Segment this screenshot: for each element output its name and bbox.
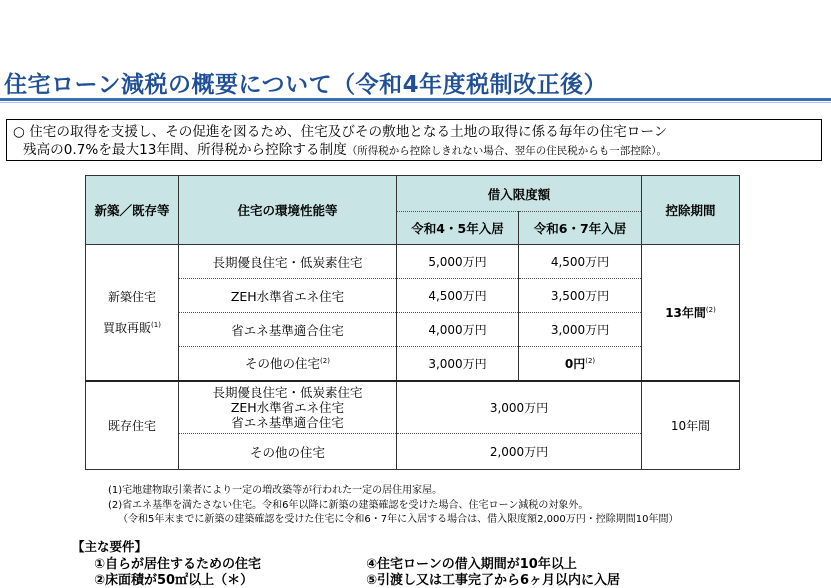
loan-limit-table: [85, 175, 740, 470]
table-cell-value: 4,500万円: [519, 245, 642, 279]
footnote-3: （令和5年末までに新築の建築確認を受けた住宅に令和6・7年に入居する場合は、借入限度額2,000万円・控除期間10年間）: [118, 514, 679, 525]
title-underline-thin: [0, 102, 831, 103]
summary-line-2: [13, 141, 821, 160]
requirement-item: ①自らが居住するための住宅: [94, 557, 262, 572]
header-performance: 住宅の環境性能等: [179, 176, 397, 245]
footnotes: [108, 484, 678, 528]
table-row-type: 省エネ基準適合住宅: [179, 313, 397, 347]
summary-text-1: 住宅の取得を支援し、その促進を図るため、住宅及びその敷地となる土地の取得に係る毎年の住宅ローン: [29, 124, 668, 140]
table-cell-value: 3,000万円: [397, 347, 519, 381]
footnote-2: (2)省エネ基準を満たさない住宅。令和6年以降に新築の建築確認を受けた場合、住宅ローン減税の対象外。: [108, 499, 589, 511]
summary-note: （所得税から控除しきれない場合、翌年の住民税からも一部控除）。: [346, 145, 667, 157]
header-limit: 借入限度額: [397, 176, 642, 212]
footnote-1: (1)宅地建物取引業者により一定の増改築等が行われた一定の居住用家屋。: [108, 485, 443, 496]
existing-period: 10年間: [642, 381, 740, 470]
requirement-item: ②床面積が50㎡以上（＊）: [94, 573, 254, 588]
table-cell-value: 3,500万円: [519, 279, 642, 313]
header-period: 控除期間: [642, 176, 740, 245]
requirements-heading: 【主な要件】: [72, 539, 148, 554]
table-cell-value: 4,500万円: [397, 279, 519, 313]
table-cell-value: 5,000万円: [397, 245, 519, 279]
new-housing-period: 13年間$^{(2)}$: [642, 245, 740, 381]
requirement-item: ⑤引渡し又は工事完了から6ヶ月以内に入居: [366, 573, 621, 588]
bullet-circle: ○: [13, 124, 25, 140]
table-cell-value: 3,000万円: [519, 313, 642, 347]
table-row-type: その他の住宅: [179, 434, 397, 470]
summary-text-2: 残高の0.7%を最大13年間、所得税から控除する制度: [23, 142, 347, 158]
table-row-type: その他の住宅$^{(2)}$: [179, 347, 397, 381]
existing-value-1: 3,000万円: [397, 381, 642, 434]
summary-box: [6, 119, 822, 161]
summary-line-1: [13, 123, 821, 141]
existing-housing-label: 既存住宅: [86, 381, 179, 470]
existing-value-2: 2,000万円: [397, 434, 642, 470]
existing-row-types: 長期優良住宅・低炭素住宅 ZEH水準省エネ住宅 省エネ基準適合住宅: [179, 381, 397, 434]
table-row-type: ZEH水準省エネ住宅: [179, 279, 397, 313]
header-limit-r4-5: 令和4・5年入居: [397, 212, 519, 245]
page-title: 住宅ローン減税の概要について（令和4年度税制改正後）: [4, 72, 608, 98]
header-category: 新築／既存等: [86, 176, 179, 245]
title-underline: [0, 98, 831, 101]
table-cell-value: 0円$^{(2)}$: [519, 347, 642, 381]
table-cell-value: 4,000万円: [397, 313, 519, 347]
table-row-type: 長期優良住宅・低炭素住宅: [179, 245, 397, 279]
header-limit-r6-7: 令和6・7年入居: [519, 212, 642, 245]
new-housing-label: 新築住宅 買取再販$^{(1)}$: [86, 245, 179, 381]
requirement-item: ④住宅ローンの借入期間が10年以上: [366, 557, 577, 572]
